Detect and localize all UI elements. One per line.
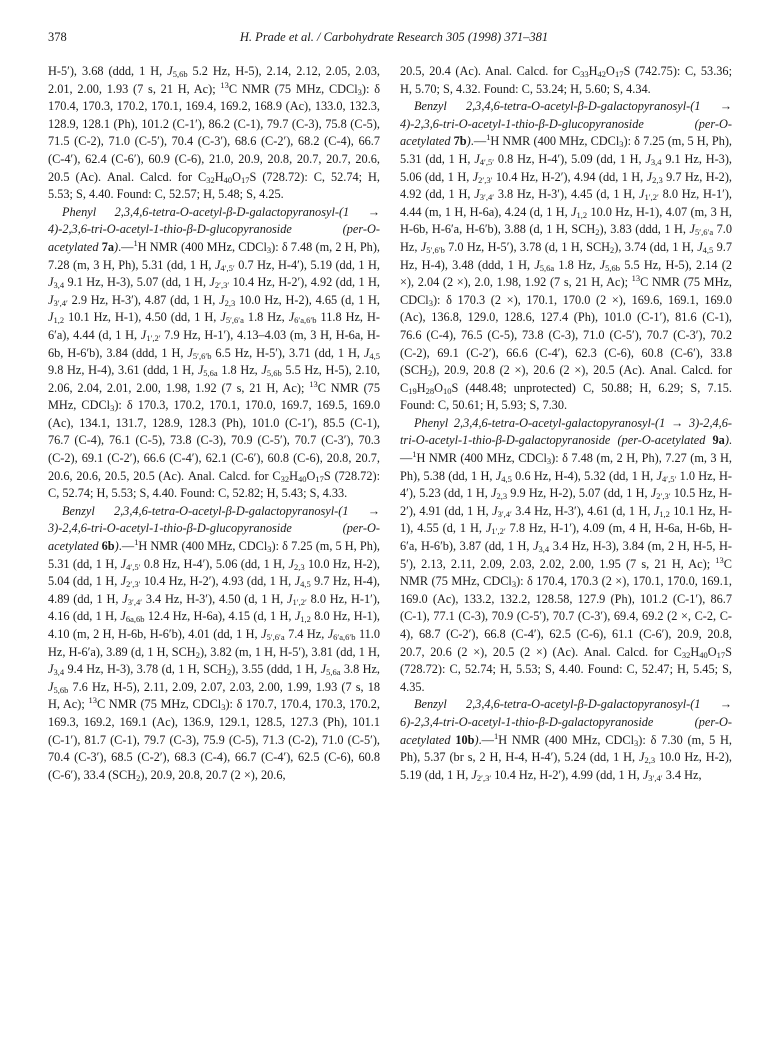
paragraph: 20.5, 20.4 (Ac). Anal. Calcd. for $C_{33}H_{42}O_{17}S$ (742.75): C, 53.36; H, 5.70; S, 4.32. Found: C, 53.24; H, 5.60; S, 4.34. [400,64,732,96]
page-header [48,30,740,48]
paragraph: H-5′), 3.68 (ddd, 1 H, $J_{5,6b}$ 5.2 Hz, H-5), 2.14, 2.12, 2.05, 2.03, 2.01, 2.00, 1.93 (7 s, 21 H, Ac); $^{13}$C NMR (75 MHz, CDCl$_3$): δ 170.4, 170.3, 170.2, 170.1, 169.4, 169.2, 168.9 (Ac), 133.0, 132.3, 128.9, 128.1 (Ph), 101.2 (C-1′), 86.2 (C-1), 79.7 (C-3), 75.8 (C-5), 71.5 (C-2), 71.0 (C-5′), 70.4 (C-3′), 68.6 (C-2′), 68.2 (C-4), 66.7 (C-4′), 62.4 (C-6′), 60.9 (C-6), 21.0, 20.9, 20.8, 20.7, 20.7, 20.6, 20.5 (Ac). Anal. Calcd. for $C_{32}H_{40}O_{17}S$ (728.72): C, 52.74; H, 5.53; S, 4.40. Found: C, 52.57; H, 5.48; S, 4.25. [48,64,380,202]
paragraph: Phenyl 2,3,4,6-tetra-O-acetyl-galactopyranosyl-(1 → 3)-2,4,6-tri-O-acetyl-1-thio-β-D-galactopyranoside (per-O-acetylated 9a).—$^1$H NMR (400 MHz, CDCl$_3$): δ 7.48 (m, 2 H, Ph), 7.27 (m, 3 H, Ph), 5.38 (dd, 1 H, $J_{4,5}$ 0.6 Hz, H-4), 5.32 (dd, 1 H, $J_{4',5'}$ 1.0 Hz, H-4′), 5.23 (dd, 1 H, $J_{2,3}$ 9.9 Hz, H-2), 5.07 (dd, 1 H, $J_{2',3'}$ 10.5 Hz, H-2′), 4.91 (dd, 1 H, $J_{3',4'}$ 3.4 Hz, H-3′), 4.61 (d, 1 H, $J_{1,2}$ 10.1 Hz, H-1), 4.55 (d, 1 H, $J_{1',2'}$ 7.8 Hz, H-1′), 4.09 (m, 4 H, H-6a, H-6b, H-6′a, H-6′b), 3.87 (dd, 1 H, $J_{3,4}$ 3.4 Hz, H-3), 3.84 (m, 2 H, H-5, H-5′), 2.13, 2.11, 2.09, 2.03, 2.02, 2.00, 1.95 (7 s, 21 H, Ac); $^{13}$C NMR (75 MHz, CDCl$_3$): δ 170.4, 170.3 (2 ×), 170.1, 170.0, 169.1, 169.0 (Ac), 133.2, 132.2, 128.58, 127.9 (Ph), 101.2 (C-1′), 86.7 (C-1), 77.1 (C-3), 70.9 (C-5′), 70.7 (C-3′), 69.4, 69.2 (2 ×, C-2, C-4), 68.7 (C-2′), 66.8 (C-4′), 62.5 (C-6), 61.1 (C-6′), 20.9, 20.8, 20.7, 20.6 (2 ×), 20.5 (2 ×) (Ac). Anal. Calcd. for $C_{32}H_{40}O_{17}S$ (728.72): C, 52.74; H, 5.53; S, 4.40. Found: C, 52.47; H, 5.45; S, 4.35. [400,415,733,694]
page-number: 378 [48,30,67,44]
running-title: H. Prade et al. / Carbohydrate Research 305 (1998) 371–381 [239,30,549,44]
right-column [400,63,732,784]
paragraph: Benzyl 2,3,4,6-tetra-O-acetyl-β-D-galactopyranosyl-(1 → 3)-2,4,6-tri-O-acetyl-1-thio-β-D-glucopyranoside (per-O-acetylated 6b).—$^1$H NMR (400 MHz, CDCl$_3$): δ 7.25 (m, 5 H, Ph), 5.31 (dd, 1 H, $J_{4',5'}$ 0.8 Hz, H-4′), 5.06 (dd, 1 H, $J_{2,3}$ 10.0 Hz, H-2), 5.04 (dd, 1 H, $J_{2',3'}$ 10.4 Hz, H-2′), 4.93 (dd, 1 H, $J_{4,5}$ 9.7 Hz, H-4), 4.89 (dd, 1 H, $J_{3',4'}$ 3.4 Hz, H-3′), 4.50 (d, 1 H, $J_{1',2'}$ 8.0 Hz, H-1′), 4.16 (dd, 1 H, $J_{6a,6b}$ 12.4 Hz, H-6a), 4.15 (d, 1 H, $J_{1,2}$ 8.0 Hz, H-1), 4.10 (m, 2 H, H-6b, H-6′b), 4.01 (dd, 1 H, $J_{5',6'a}$ 7.4 Hz, $J_{6'a,6'b}$ 11.0 Hz, H-6′a), 3.89 (d, 1 H, $SCH_2$), 3.82 (m, 1 H, H-5′), 3.81 (dd, 1 H, $J_{3,4}$ 9.4 Hz, H-3), 3.78 (d, 1 H, $SCH_2$), 3.55 (ddd, 1 H, $J_{5,6a}$ 3.8 Hz, $J_{5,6b}$ 7.6 Hz, H-5), 2.11, 2.09, 2.07, 2.03, 2.00, 1.99, 1.93 (7 s, 18 H, Ac); $^{13}$C NMR (75 MHz, CDCl$_3$): δ 170.7, 170.4, 170.3, 170.2, 169.3, 169.2, 169.1 (Ac), 136.9, 129.1, 128.5, 127.3 (Ph), 101.1 (C-1′), 81.7 (C-1), 79.7 (C-3), 75.9 (C-5), 71.3 (C-2), 71.0 (C-5′), 70.4 (C-3′), 68.5 (C-2′), 68.3 (C-4), 66.7 (C-4′), 62.5 (C-6), 60.8 (C-6′), 33.4 $(SCH_2)$, 20.9, 20.8, 20.7 (2 ×), 20.6, [48,503,381,783]
paragraph: Benzyl 2,3,4,6-tetra-O-acetyl-β-D-galactopyranosyl-(1 → 6)-2,3,4-tri-O-acetyl-1-thio-β-D-galactopyranoside (per-O-acetylated 10b).—$^1$H NMR (400 MHz, CDCl$_3$): δ 7.30 (m, 5 H, Ph), 5.37 (br s, 2 H, H-4, H-4′), 5.24 (dd, 1 H, $J_{2,3}$ 10.0 Hz, H-2), 5.19 (dd, 1 H, $J_{2',3'}$ 10.4 Hz, H-2′), 4.99 (dd, 1 H, $J_{3',4'}$ 3.4 Hz, [400,697,733,783]
paragraph: Benzyl 2,3,4,6-tetra-O-acetyl-β-D-galactopyranosyl-(1 → 4)-2,3,6-tri-O-acetyl-1-thio-β-D-glucopyranoside (per-O-acetylated 7b).—$^1$H NMR (400 MHz, CDCl$_3$): δ 7.25 (m, 5 H, Ph), 5.31 (dd, 1 H, $J_{4',5'}$ 0.8 Hz, H-4′), 5.09 (dd, 1 H, $J_{3,4}$ 9.1 Hz, H-3), 5.06 (dd, 1 H, $J_{2',3'}$ 10.4 Hz, H-2′), 4.94 (dd, 1 H, $J_{2,3}$ 9.7 Hz, H-2), 4.92 (dd, 1 H, $J_{3',4'}$ 3.8 Hz, H-3′), 4.45 (d, 1 H, $J_{1',2'}$ 8.0 Hz, H-1′), 4.44 (m, 1 H, H-6a), 4.24 (d, 1 H, $J_{1,2}$ 10.0 Hz, H-1), 4.07 (m, 3 H, H-6b, H-6′a, H-6′b), 3.88 (d, 1 H, $SCH_2$), 3.83 (ddd, 1 H, $J_{5',6'a}$ 7.0 Hz, $J_{5',6'b}$ 7.0 Hz, H-5′), 3.78 (d, 1 H, $SCH_2$), 3.74 (dd, 1 H, $J_{4,5}$ 9.7 Hz, H-4), 3.48 (ddd, 1 H, $J_{5,6a}$ 1.8 Hz, $J_{5,6b}$ 5.5 Hz, H-5), 2.14 (2 ×), 2.04 (2 ×), 2.0, 1.98, 1.92 (7 s, 21 H, Ac); $^{13}$C NMR (75 MHz, CDCl$_3$): δ 170.3 (2 ×), 170.1, 170.0 (2 ×), 169.6, 169.1, 169.0 (Ac), 136.8, 129.0, 128.6, 127.4 (Ph), 101.0 (C-1′), 81.6 (C-1), 76.6 (C-4), 76.5 (C-5), 73.8 (C-3), 71.0 (C-5′), 70.7 (C-3′), 70.2 (C-2), 69.1 (C-2′), 66.6 (C-4′), 62.3 (C-6), 60.8 (C-6′), 33.8 $(SCH_2)$, 20.9, 20.8 (2 ×), 20.6 (2 ×), 20.5 (Ac). Anal. Calcd. for $C_{19}H_{28}O_{10}S$ (448.48; unprotected) C, 50.88; H, 6.29; S, 7.15. Found: C, 50.61; H, 5.93; S, 7.30. [400,99,733,413]
paragraph: Phenyl 2,3,4,6-tetra-O-acetyl-β-D-galactopyranosyl-(1 → 4)-2,3,6-tri-O-acetyl-1-thio-β-D-glucopyranoside (per-O-acetylated 7a).—$^1$H NMR (400 MHz, CDCl$_3$): δ 7.48 (m, 2 H, Ph), 7.28 (m, 3 H, Ph), 5.31 (dd, 1 H, $J_{4',5'}$ 0.7 Hz, H-4′), 5.19 (dd, 1 H, $J_{3,4}$ 9.1 Hz, H-3), 5.07 (dd, 1 H, $J_{2',3'}$ 10.4 Hz, H-2′), 4.92 (dd, 1 H, $J_{3',4'}$ 2.9 Hz, H-3′), 4.87 (dd, 1 H, $J_{2,3}$ 10.0 Hz, H-2), 4.65 (d, 1 H, $J_{1,2}$ 10.1 Hz, H-1), 4.50 (dd, 1 H, $J_{5',6'a}$ 1.8 Hz, $J_{6'a,6'b}$ 11.8 Hz, H-6′a), 4.44 (d, 1 H, $J_{1',2'}$ 7.9 Hz, H-1′), 4.13–4.03 (m, 3 H, H-6a, H-6b, H-6′b), 3.84 (ddd, 1 H, $J_{5',6'b}$ 6.5 Hz, H-5′), 3.71 (dd, 1 H, $J_{4,5}$ 9.8 Hz, H-4), 3.61 (ddd, 1 H, $J_{5,6a}$ 1.8 Hz, $J_{5,6b}$ 5.5 Hz, H-5), 2.10, 2.06, 2.04, 2.01, 2.00, 1.98, 1.92 (7 s, 21 H, Ac); $^{13}$C NMR (75 MHz, CDCl$_3$): δ 170.3, 170.2, 170.1, 170.0, 169.7, 169.5, 169.0 (Ac), 134.1, 131.7, 128.9, 128.3 (Ph), 101.0 (C-1′), 85.5 (C-1), 76.7 (C-4), 76.1 (C-5), 73.8 (C-3), 70.9 (C-5′), 70.7 (C-3′), 70.3 (C-2), 69.1 (C-2′), 66.6 (C-4′), 62.1 (C-6′), 60.8 (C-6), 20.8, 20.7, 20.6, 20.6, 20.5, 20.5 (Ac). Anal. Calcd. for $C_{32}H_{40}O_{17}S$ (728.72): C, 52.74; H, 5.53; S, 4.40. Found: C, 52.82; H, 5.43; S, 4.33. [48,204,381,501]
left-column [48,63,380,784]
